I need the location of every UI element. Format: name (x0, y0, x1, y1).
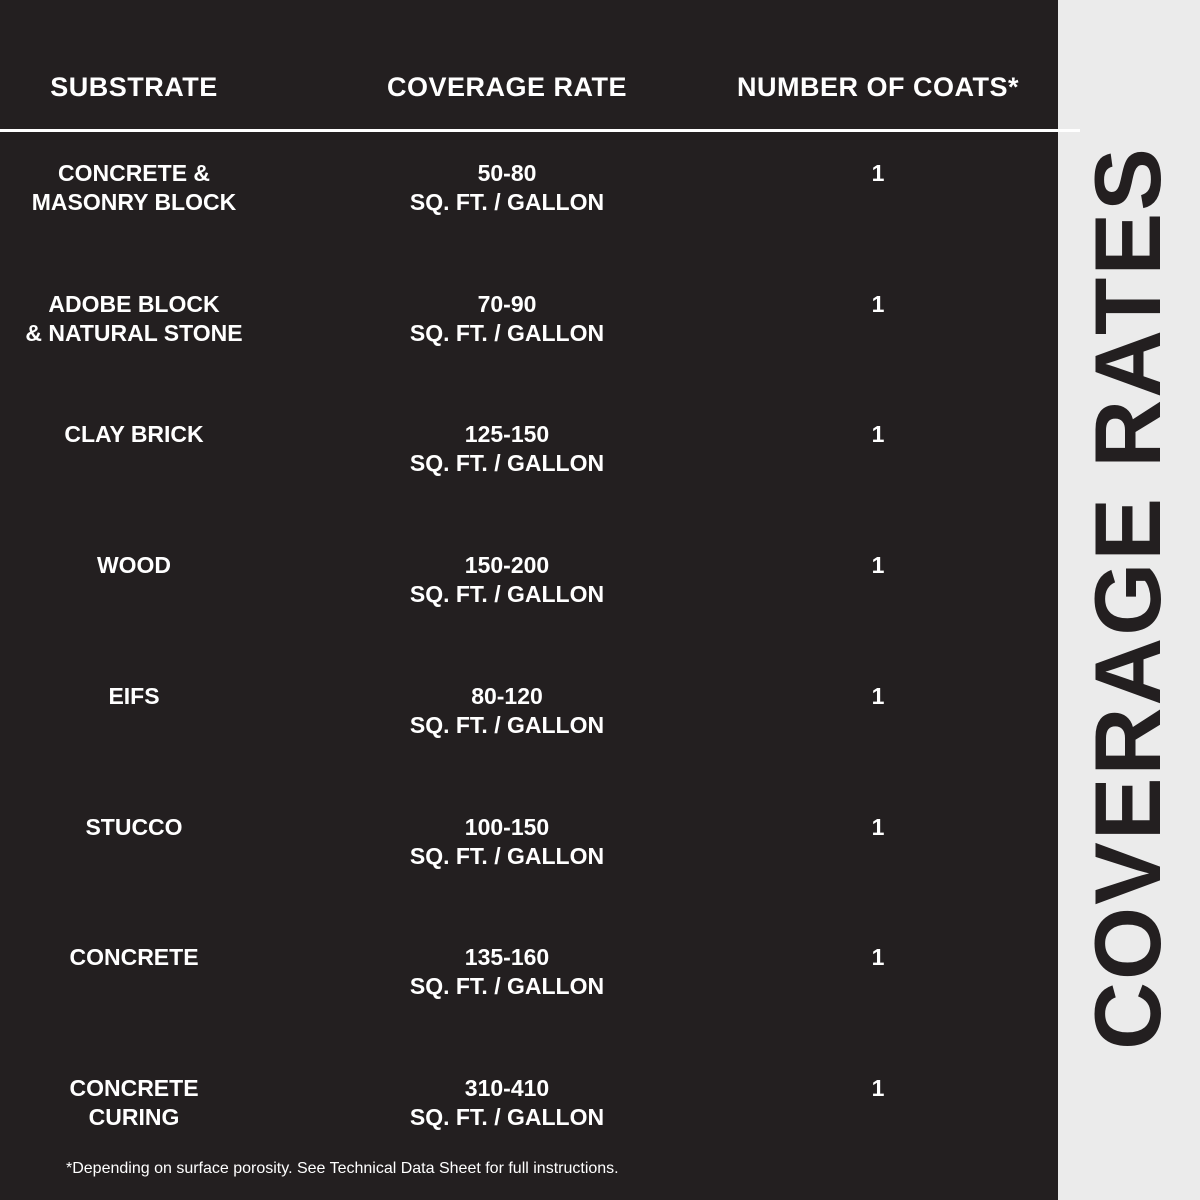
substrate-cell-line: CURING (88, 1104, 180, 1130)
coverage-rate-cell (370, 159, 644, 217)
coats-cell: 1 (871, 683, 885, 709)
coverage-rate-cell (370, 420, 644, 478)
substrate-cell (0, 159, 268, 217)
coverage-rate-cell-line: SQ. FT. / GALLON (409, 320, 605, 346)
coverage-rate-cell-line: SQ. FT. / GALLON (409, 581, 605, 607)
side-title: COVERAGE RATES (1075, 146, 1180, 1050)
coverage-rate-cell (370, 1074, 644, 1132)
coverage-rate-cell-line: 100-150 (464, 814, 550, 840)
table-row (0, 682, 1058, 802)
coverage-rate-cell (370, 290, 644, 348)
table-header (0, 0, 1058, 130)
coverage-rate-cell-line: 80-120 (471, 683, 543, 709)
substrate-cell (0, 420, 268, 449)
coverage-rate-cell-line: 150-200 (464, 552, 550, 578)
coats-cell: 1 (871, 1075, 885, 1101)
coverage-rate-cell-line: 125-150 (464, 421, 550, 447)
coverage-rate-cell-line: 70-90 (477, 291, 537, 317)
coverage-rate-cell-line: SQ. FT. / GALLON (409, 712, 605, 738)
table-row (0, 943, 1058, 1063)
substrate-cell (0, 682, 268, 711)
coats-cell: 1 (871, 291, 885, 317)
substrate-cell-line: CONCRETE (69, 944, 199, 970)
substrate-cell (0, 551, 268, 580)
coverage-rate-cell-line: SQ. FT. / GALLON (409, 189, 605, 215)
substrate-cell-line: WOOD (96, 552, 172, 578)
coverage-rate-cell-line: SQ. FT. / GALLON (409, 1104, 605, 1130)
substrate-cell-line: STUCCO (85, 814, 183, 840)
substrate-cell-line: ADOBE BLOCK (48, 291, 220, 317)
table-row (0, 813, 1058, 933)
table-row (0, 290, 1058, 410)
substrate-cell-line: & NATURAL STONE (25, 320, 243, 346)
footnote: *Depending on surface porosity. See Technical Data Sheet for full instructions. (66, 1160, 619, 1177)
coverage-rate-cell-line: 310-410 (464, 1075, 550, 1101)
substrate-cell-line: MASONRY BLOCK (31, 189, 237, 215)
substrate-cell-line: CONCRETE (69, 1075, 199, 1101)
coats-cell: 1 (871, 944, 885, 970)
substrate-cell-line: EIFS (108, 683, 160, 709)
coats-cell: 1 (871, 160, 885, 186)
coverage-rate-cell (370, 943, 644, 1001)
table-row (0, 159, 1058, 279)
coverage-rate-cell-line: SQ. FT. / GALLON (409, 450, 605, 476)
substrate-cell (0, 943, 268, 972)
substrate-cell-line: CONCRETE & (57, 160, 211, 186)
header-substrate: SUBSTRATE (50, 72, 218, 102)
substrate-cell (0, 813, 268, 842)
coverage-rate-cell (370, 551, 644, 609)
coverage-rate-cell-line: SQ. FT. / GALLON (409, 843, 605, 869)
header-coverage-rate: COVERAGE RATE (386, 72, 628, 102)
coats-cell: 1 (871, 552, 885, 578)
header-divider (0, 129, 1080, 132)
coverage-rate-cell-line: 50-80 (477, 160, 537, 186)
substrate-cell (0, 1074, 268, 1132)
coverage-rate-cell (370, 813, 644, 871)
table-row (0, 420, 1058, 540)
coverage-rate-cell-line: SQ. FT. / GALLON (409, 973, 605, 999)
header-number-of-coats: NUMBER OF COATS* (737, 72, 1019, 102)
substrate-cell-line: CLAY BRICK (64, 421, 204, 447)
coverage-rate-cell (370, 682, 644, 740)
coats-cell: 1 (871, 421, 885, 447)
coats-cell: 1 (871, 814, 885, 840)
substrate-cell (0, 290, 268, 348)
coverage-rate-cell-line: 135-160 (464, 944, 550, 970)
table-row (0, 551, 1058, 671)
